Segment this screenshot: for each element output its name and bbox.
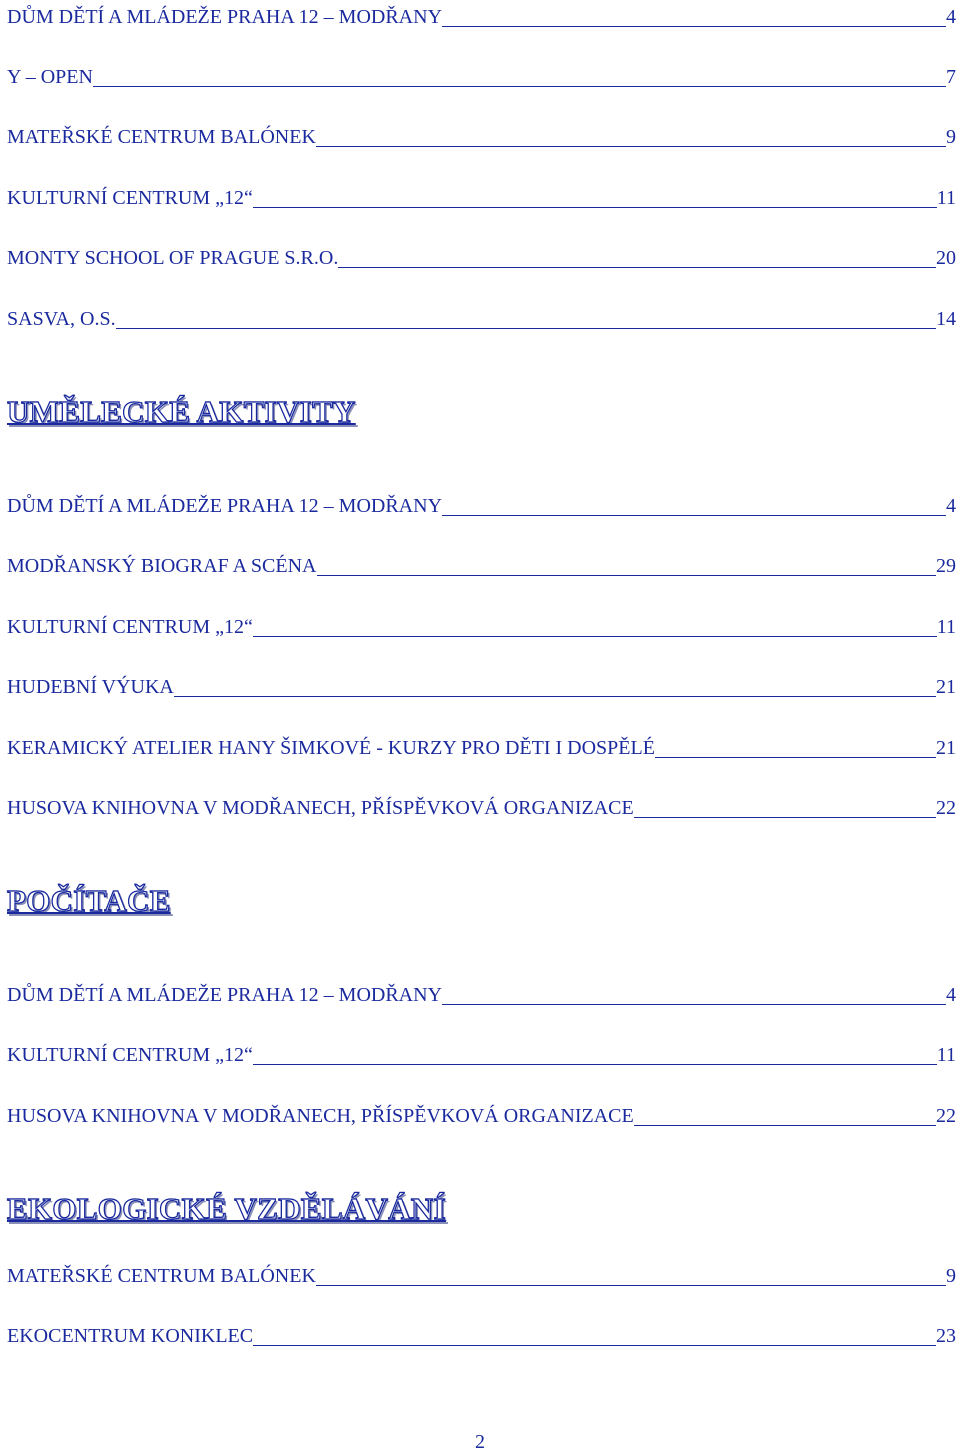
toc-entry-page: 21 (936, 676, 956, 698)
toc-entry[interactable] (7, 246, 956, 270)
toc-entry[interactable] (7, 1324, 956, 1348)
toc-leader-line (317, 574, 936, 576)
toc-entry-page: 29 (936, 555, 956, 577)
toc-entry-page: 22 (936, 1105, 956, 1127)
toc-entry-title: KULTURNÍ CENTRUM „12“ (7, 187, 253, 209)
toc-entry[interactable] (7, 125, 956, 149)
toc-entry-title: HUSOVA KNIHOVNA V MODŘANECH, PŘÍSPĚVKOVÁ ORGANIZACE (7, 1105, 634, 1127)
section-heading[interactable]: POČÍTAČE (7, 883, 171, 918)
toc-entry[interactable] (7, 554, 956, 578)
toc-entry-title: Y – OPEN (7, 66, 93, 88)
toc-leader-line (316, 1284, 946, 1286)
toc-entry-title: MODŘANSKÝ BIOGRAF A SCÉNA (7, 555, 317, 577)
toc-entry-page: 14 (936, 308, 956, 330)
toc-entry-page: 4 (946, 6, 956, 28)
toc-entry[interactable] (7, 736, 956, 760)
toc-leader-line (442, 514, 946, 516)
toc-entry-page: 4 (946, 984, 956, 1006)
toc-entry-title: DŮM DĚTÍ A MLÁDEŽE PRAHA 12 – MODŘANY (7, 495, 443, 517)
toc-entry-title: DŮM DĚTÍ A MLÁDEŽE PRAHA 12 – MODŘANY (7, 984, 443, 1006)
toc-entry-page: 11 (936, 616, 956, 638)
toc-entry-page: 21 (936, 737, 956, 759)
toc-entry-page: 11 (936, 1044, 956, 1066)
toc-leader-line (93, 85, 946, 87)
toc-entry[interactable] (7, 1264, 956, 1288)
toc-entry-title: MATEŘSKÉ CENTRUM BALÓNEK (7, 126, 316, 148)
toc-entry[interactable] (7, 983, 956, 1007)
toc-entry-page: 11 (936, 187, 956, 209)
toc-entry[interactable] (7, 675, 956, 699)
toc-entry-title: HUDEBNÍ VÝUKA (7, 676, 174, 698)
toc-entry-page: 9 (946, 1265, 956, 1287)
section-heading[interactable]: UMĚLECKÉ AKTIVITY (7, 394, 356, 429)
toc-leader-line (634, 1124, 936, 1126)
toc-entry-page: 7 (946, 66, 956, 88)
toc-entry-title: MATEŘSKÉ CENTRUM BALÓNEK (7, 1265, 316, 1287)
toc-leader-line (174, 695, 936, 697)
toc-entry[interactable] (7, 1043, 956, 1067)
toc-leader-line (253, 635, 937, 637)
toc-entry-page: 23 (936, 1325, 956, 1347)
toc-leader-line (655, 756, 936, 758)
toc-entry-title: KULTURNÍ CENTRUM „12“ (7, 616, 253, 638)
section-heading[interactable]: EKOLOGICKÉ VZDĚLÁVÁNÍ (7, 1191, 446, 1226)
toc-leader-line (253, 1344, 936, 1346)
toc-leader-line (442, 1003, 946, 1005)
toc-entry-title: HUSOVA KNIHOVNA V MODŘANECH, PŘÍSPĚVKOVÁ ORGANIZACE (7, 797, 634, 819)
toc-entry-title: KULTURNÍ CENTRUM „12“ (7, 1044, 253, 1066)
toc-entry-title: KERAMICKÝ ATELIER HANY ŠIMKOVÉ - KURZY PRO DĚTI I DOSPĚLÉ (7, 737, 655, 759)
toc-leader-line (442, 25, 946, 27)
toc-entry[interactable] (7, 1104, 956, 1128)
toc-leader-line (253, 206, 937, 208)
toc-entry[interactable] (7, 5, 956, 29)
toc-leader-line (253, 1063, 937, 1065)
toc-entry[interactable] (7, 307, 956, 331)
toc-entry-title: DŮM DĚTÍ A MLÁDEŽE PRAHA 12 – MODŘANY (7, 6, 443, 28)
toc-entry-page: 20 (936, 247, 956, 269)
toc-entry-title: SASVA, O.S. (7, 308, 116, 330)
toc-leader-line (116, 327, 936, 329)
toc-entry[interactable] (7, 65, 956, 89)
toc-entry-page: 9 (946, 126, 956, 148)
toc-entry[interactable] (7, 494, 956, 518)
toc-entry[interactable] (7, 796, 956, 820)
toc-entry-title: EKOCENTRUM KONIKLEC (7, 1325, 254, 1347)
toc-leader-line (338, 266, 936, 268)
toc-entry-page: 4 (946, 495, 956, 517)
page-number: 2 (475, 1431, 485, 1453)
toc-entry-title: MONTY SCHOOL OF PRAGUE S.R.O. (7, 247, 339, 269)
toc-entry-page: 22 (936, 797, 956, 819)
toc-entry[interactable] (7, 186, 956, 210)
toc-entry[interactable] (7, 615, 956, 639)
toc-leader-line (316, 145, 946, 147)
toc-leader-line (634, 816, 936, 818)
